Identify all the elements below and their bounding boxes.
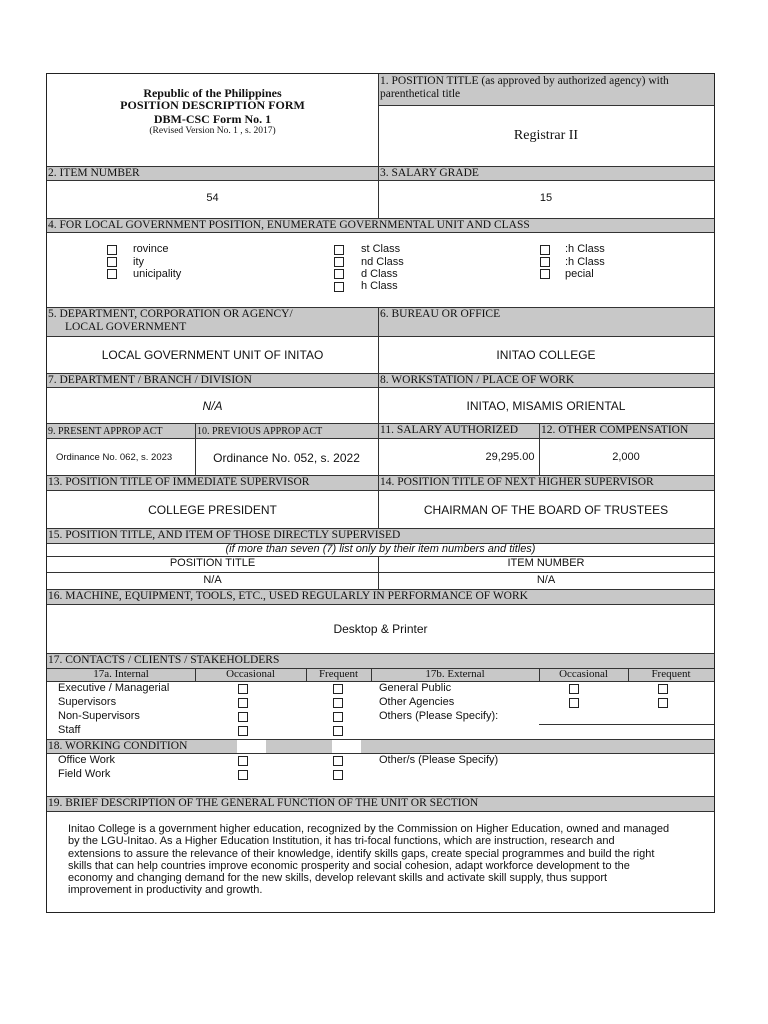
- other-agencies-occasional-checkbox[interactable]: [569, 698, 579, 708]
- general-function-line: improvement in productivity and growth.: [68, 884, 263, 897]
- supervised-note: (if more than seven (7) list only by their item numbers and titles): [225, 543, 536, 555]
- office-work-label: Office Work: [58, 754, 116, 766]
- internal-executive-label: Executive / Managerial: [58, 682, 170, 694]
- immediate-supervisor-label: 13. POSITION TITLE OF IMMEDIATE SUPERVISOR: [48, 476, 310, 488]
- executive-occasional-checkbox[interactable]: [238, 684, 248, 694]
- others-specify-field[interactable]: [539, 710, 714, 724]
- equipment-label: 16. MACHINE, EQUIPMENT, TOOLS, ETC., USED REGULARLY IN PERFORMANCE OF WORK: [48, 590, 528, 602]
- external-occasional-header: Occasional: [559, 668, 608, 680]
- executive-frequent-checkbox[interactable]: [333, 684, 343, 694]
- present-approp-value[interactable]: Ordinance No. 062, s. 2023: [56, 452, 173, 463]
- division-label: 7. DEPARTMENT / BRANCH / DIVISION: [48, 374, 252, 386]
- general-public-occasional-checkbox[interactable]: [569, 684, 579, 694]
- other-compensation-value[interactable]: 2,000: [612, 451, 640, 463]
- sixth-class-checkbox[interactable]: [540, 257, 550, 267]
- supervisors-frequent-checkbox[interactable]: [333, 698, 343, 708]
- general-function-line: extensions to assure the relevance of their knowledge, identify skills gaps, create special programmes and build the right: [68, 847, 655, 860]
- general-function-line: skills that can help countries improve economic prosperity and social cohesion, adapt workforce development to the: [68, 859, 630, 872]
- immediate-supervisor-value[interactable]: COLLEGE PRESIDENT: [148, 503, 277, 517]
- supervised-position-title-value[interactable]: N/A: [203, 574, 222, 586]
- supervisors-occasional-checkbox[interactable]: [238, 698, 248, 708]
- lgu-option-1st-class: st Class: [361, 243, 401, 255]
- municipality-checkbox[interactable]: [107, 269, 117, 279]
- non-supervisors-occasional-checkbox[interactable]: [238, 712, 248, 722]
- internal-supervisors-label: Supervisors: [58, 696, 117, 708]
- lgu-option-special: pecial: [565, 268, 594, 280]
- item-number-label: 2. ITEM NUMBER: [48, 167, 140, 179]
- working-condition-label: 18. WORKING CONDITION: [48, 740, 188, 752]
- salary-grade-value[interactable]: 15: [539, 192, 553, 204]
- form-header-title: POSITION DESCRIPTION FORM: [120, 98, 305, 112]
- office-work-occasional-checkbox[interactable]: [238, 756, 248, 766]
- staff-occasional-checkbox[interactable]: [238, 726, 248, 736]
- supervised-position-title-header: POSITION TITLE: [169, 557, 256, 569]
- general-function-line: economy and changing demand for the new skills, develop relevant skills and activate skill supply, thus support: [68, 872, 608, 885]
- external-frequent-header: Frequent: [651, 668, 691, 680]
- department-label: 5. DEPARTMENT, CORPORATION OR AGENCY/: [48, 308, 293, 320]
- form-header-form-number: DBM-CSC Form No. 1: [153, 112, 272, 126]
- supervised-item-number-header: ITEM NUMBER: [507, 557, 585, 569]
- special-checkbox[interactable]: [540, 269, 550, 279]
- item-number-value[interactable]: 54: [206, 192, 219, 204]
- general-function-line: Initao College is a government higher education, recognized by the Commission on Higher Education, owned and managed: [68, 823, 670, 835]
- position-title-value[interactable]: Registrar II: [513, 128, 579, 143]
- previous-approp-label: 10. PREVIOUS APPROP ACT: [197, 426, 323, 437]
- external-others-label: Others (Please Specify):: [379, 710, 499, 722]
- fourth-class-checkbox[interactable]: [334, 282, 344, 292]
- lgu-option-5th-class: :h Class: [565, 243, 605, 255]
- lgu-option-6th-class: :h Class: [565, 256, 605, 268]
- department-label-2: LOCAL GOVERNMENT: [65, 321, 187, 333]
- office-work-frequent-checkbox[interactable]: [333, 756, 343, 766]
- workstation-value[interactable]: INITAO, MISAMIS ORIENTAL: [466, 399, 626, 413]
- fifth-class-checkbox[interactable]: [540, 245, 550, 255]
- present-approp-label: 9. PRESENT APPROP ACT: [48, 426, 163, 437]
- internal-staff-label: Staff: [58, 724, 81, 736]
- lgu-option-city: ity: [133, 256, 144, 268]
- other-agencies-frequent-checkbox[interactable]: [658, 698, 668, 708]
- general-function-text[interactable]: [68, 823, 714, 897]
- field-work-label: Field Work: [58, 768, 111, 780]
- division-value[interactable]: N/A: [202, 399, 223, 413]
- city-checkbox[interactable]: [107, 257, 117, 267]
- lgu-option-4th-class: h Class: [361, 280, 398, 292]
- supervised-item-number-value[interactable]: N/A: [536, 574, 556, 586]
- department-value[interactable]: LOCAL GOVERNMENT UNIT OF INITAO: [101, 348, 324, 362]
- external-header: 17b. External: [425, 668, 485, 680]
- salary-authorized-label: 11. SALARY AUTHORIZED: [380, 424, 519, 436]
- previous-approp-value[interactable]: Ordinance No. 052, s. 2022: [213, 451, 360, 465]
- workstation-label: 8. WORKSTATION / PLACE OF WORK: [380, 374, 575, 386]
- lgu-option-3rd-class: d Class: [361, 268, 398, 280]
- other-compensation-label: 12. OTHER COMPENSATION: [541, 424, 689, 436]
- salary-grade-label: 3. SALARY GRADE: [380, 167, 479, 179]
- third-class-checkbox[interactable]: [334, 269, 344, 279]
- second-class-checkbox[interactable]: [334, 257, 344, 267]
- non-supervisors-frequent-checkbox[interactable]: [333, 712, 343, 722]
- lgu-option-2nd-class: nd Class: [361, 256, 404, 268]
- general-function-label: 19. BRIEF DESCRIPTION OF THE GENERAL FUNCTION OF THE UNIT OR SECTION: [48, 797, 479, 809]
- contacts-label: 17. CONTACTS / CLIENTS / STAKEHOLDERS: [48, 654, 280, 666]
- supervised-label: 15. POSITION TITLE, AND ITEM OF THOSE DIRECTLY SUPERVISED: [48, 529, 401, 541]
- form-header-revision: (Revised Version No. 1 , s. 2017): [149, 126, 276, 136]
- first-class-checkbox[interactable]: [334, 245, 344, 255]
- lgu-option-province: rovince: [133, 243, 169, 255]
- lgu-option-municipality: unicipality: [133, 268, 182, 280]
- general-function-line: by the LGU-Initao. As a Higher Education Institution, it has tri-focal functions, which are instruction, research and: [68, 835, 615, 848]
- position-title-label: 1. POSITION TITLE (as approved by authorized agency) with: [380, 75, 669, 87]
- field-work-frequent-checkbox[interactable]: [333, 770, 343, 780]
- equipment-value[interactable]: Desktop & Printer: [333, 622, 428, 636]
- lgu-class-label: 4. FOR LOCAL GOVERNMENT POSITION, ENUMERATE GOVERNMENTAL UNIT AND CLASS: [48, 219, 530, 231]
- other-working-condition-label: Other/s (Please Specify): [379, 754, 499, 766]
- salary-authorized-value[interactable]: 29,295.00: [485, 451, 535, 463]
- internal-non-supervisors-label: Non-Supervisors: [58, 710, 140, 722]
- province-checkbox[interactable]: [107, 245, 117, 255]
- field-work-occasional-checkbox[interactable]: [238, 770, 248, 780]
- internal-occasional-header: Occasional: [226, 668, 275, 680]
- next-supervisor-value[interactable]: CHAIRMAN OF THE BOARD OF TRUSTEES: [423, 503, 669, 517]
- bureau-value[interactable]: INITAO COLLEGE: [496, 348, 596, 362]
- general-public-frequent-checkbox[interactable]: [658, 684, 668, 694]
- external-other-agencies-label: Other Agencies: [379, 696, 455, 708]
- position-title-label-2: parenthetical title: [380, 88, 461, 100]
- staff-frequent-checkbox[interactable]: [333, 726, 343, 736]
- next-supervisor-label: 14. POSITION TITLE OF NEXT HIGHER SUPERVISOR: [380, 476, 654, 488]
- external-general-public-label: General Public: [379, 682, 452, 694]
- internal-frequent-header: Frequent: [318, 668, 359, 680]
- form-header-republic: Republic of the Philippines: [143, 86, 282, 100]
- bureau-label: 6. BUREAU OR OFFICE: [380, 308, 501, 320]
- internal-header: 17a. Internal: [93, 668, 149, 680]
